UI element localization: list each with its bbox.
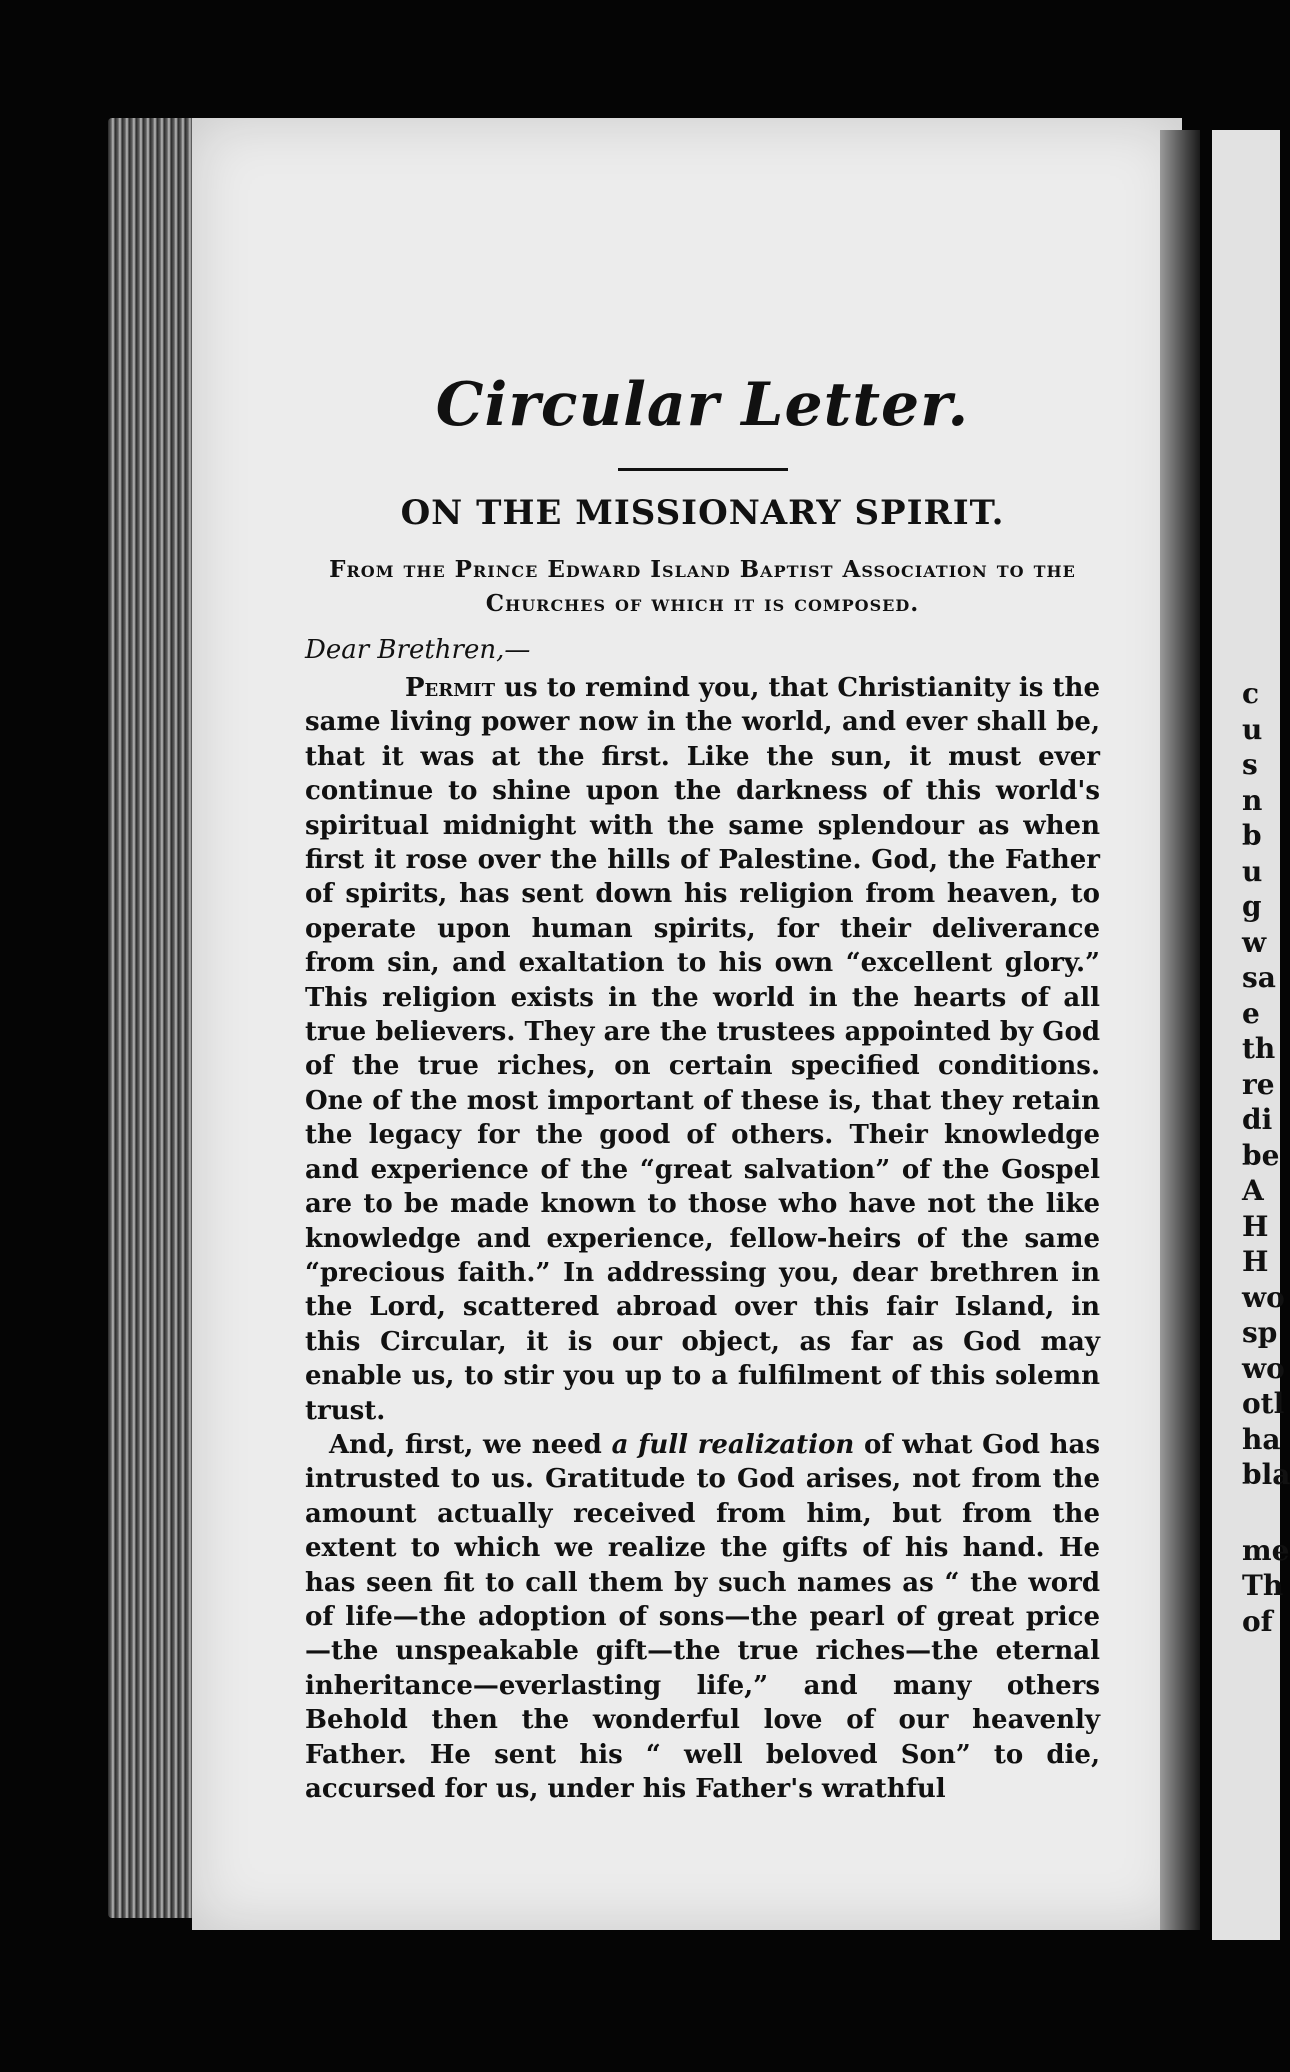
page-title: Circular Letter. bbox=[435, 370, 970, 440]
next-page-letter: e bbox=[1242, 996, 1260, 1030]
paragraph-2-before: And, first, we need bbox=[329, 1429, 612, 1460]
next-page-letter: b bbox=[1242, 819, 1262, 852]
book-gutter bbox=[1160, 130, 1200, 1930]
next-page-letter: be bbox=[1242, 1138, 1280, 1172]
next-page-letter: g bbox=[1242, 890, 1262, 923]
paragraph-2-emphasis: a full realization bbox=[611, 1429, 855, 1460]
page-content bbox=[305, 370, 1100, 1806]
next-page-letter: u bbox=[1242, 854, 1263, 888]
salutation: Dear Brethren,— bbox=[305, 635, 531, 665]
next-page-letter: re bbox=[1242, 1067, 1275, 1101]
title-rule bbox=[618, 468, 788, 471]
from-line: From the Prince Edward Island Baptist Association to the Churches of which it is composed. bbox=[329, 556, 1076, 617]
paragraph-2 bbox=[305, 1428, 1100, 1806]
paragraph-1-text: us to remind you, that Christianity is the same living power now in the world, and ever shall be, that it was at the first. Like the sun, it must ever continue to shine upon the darkness of this world's spiritual midnight with the same splendour as when first it rose over the hills of Palestine. God, the Father of spirits, has sent down his religion from heaven, to operate upon human spirits, for their deliverance from sin, and exaltation to his own “excellent glory.” This religion exists in the world in the hearts of all true believers. They are the trustees appointed by God of the true riches, on certain specified conditions. One of the most important of these is, that they retain the legacy for the good of others. Their knowledge and experience of the “great salvation” of the Gospel are to be made known to those who have not the like knowledge and experience, fellow-heirs of the same “precious faith.” In addressing you, dear brethren in the Lord, scattered abroad over this fair Island, in this Circular, it is our object, as far as God may enable us, to stir you up to a fulfilment of this solemn trust. bbox=[305, 673, 1100, 1426]
next-page-letter: wo bbox=[1242, 1280, 1285, 1314]
page-edges bbox=[108, 118, 200, 1918]
paragraph-1-lead: Permit bbox=[405, 673, 495, 703]
next-page-letter: otl bbox=[1242, 1387, 1285, 1420]
next-page-letter: of bbox=[1242, 1604, 1273, 1638]
next-page-fragment bbox=[1212, 130, 1290, 1940]
paragraph-1 bbox=[305, 671, 1100, 1428]
paragraph-2-after: of what God has intrusted to us. Gratitude to God arises, not from the amount actually received from him, but from the extent to which we realize the gifts of his hand. He has seen fit to call them by such names as “ the word of life—the adoption of sons—the pearl of great price—the unspeakable gift—the true riches—the eternal inheritance—everlasting life,” and many others Behold then the wonderful love of our heavenly Father. He sent his “ well beloved Son” to die, accursed for us, under his Father's wrathful bbox=[305, 1429, 1100, 1804]
next-page-letter: wo bbox=[1242, 1351, 1285, 1385]
next-page-letter: s bbox=[1242, 748, 1258, 781]
next-page-letter: u bbox=[1242, 712, 1263, 746]
next-page-letter: th bbox=[1242, 1032, 1276, 1065]
next-page-letter: A bbox=[1242, 1174, 1264, 1207]
next-page-letter: bla bbox=[1242, 1458, 1290, 1491]
next-page-letter: me bbox=[1242, 1533, 1290, 1567]
next-page-letter: ha bbox=[1242, 1422, 1281, 1456]
next-page-letter: H bbox=[1242, 1245, 1269, 1278]
subtitle: ON THE MISSIONARY SPIRIT. bbox=[400, 493, 1005, 533]
next-page-letter: di bbox=[1242, 1103, 1273, 1136]
next-page-letter: sa bbox=[1242, 961, 1276, 994]
next-page-letter: n bbox=[1242, 783, 1263, 817]
next-page-letter: w bbox=[1242, 925, 1267, 959]
next-page-letter: Th bbox=[1242, 1569, 1284, 1602]
next-page-letter: sp bbox=[1242, 1316, 1278, 1349]
next-page-letter: H bbox=[1242, 1209, 1269, 1243]
next-page-letter: c bbox=[1242, 677, 1260, 710]
